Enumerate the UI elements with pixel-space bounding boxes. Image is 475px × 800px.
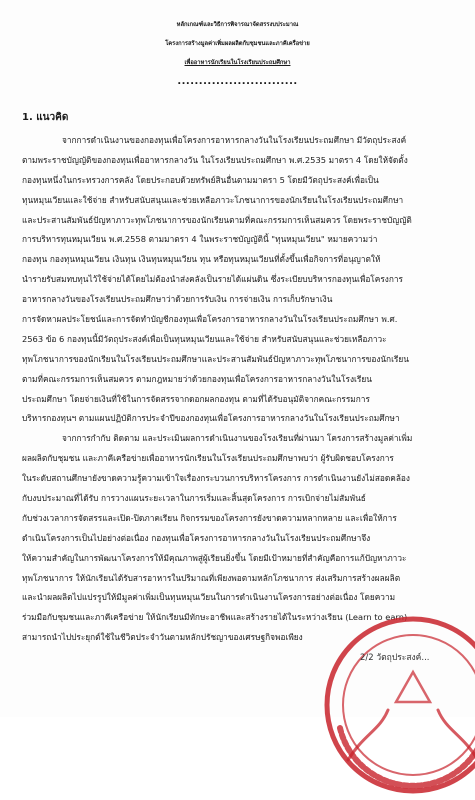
body-line-3: กองทุนหนึ่งในกระทรวงการคลัง โดยประกอบด้วยทรัพย์สินอื่นตามมาตรา 5 โดยมีวัตถุประสงค์เพื่อเป็น (22, 174, 379, 185)
body-text (22, 131, 457, 648)
title-line-1: หลักเกณฑ์และวิธีการพิจารณาจัดสรรงบประมาณ (176, 22, 299, 28)
body-line-23: ทุพโภชนาการ ให้นักเรียนได้รับสารอาหารในปริมาณที่เพียงพอตามหลักโภชนาการ ส่งเสริมการสร้างผลผลิต (22, 572, 401, 583)
page-number: 2/2 วัตถุประสงค์... (360, 653, 430, 663)
body-line-13: ตามที่คณะกรรมการเห็นสมควร ตามกฎหมายว่าด้วยกองทุนเพื่อโครงการอาหารกลางวันในโรงเรียน (22, 373, 372, 384)
body-line-12: ทุพโภชนาการของนักเรียนในโรงเรียนประถมศึกษาและประสานสัมพันธ์ปัญหาภาวะทุพโภชนาการของนักเรียน (22, 353, 409, 364)
body-line-20: กับช่วงเวลาการจัดสรรและเปิด-ปิดภาคเรียน กิจกรรมของโครงการยังขาดความหลากหลาย และเพื่อให้การ (22, 512, 397, 523)
title-line-3: เพื่ออาหารนักเรียนในโรงเรียนประถมศึกษา (184, 60, 291, 66)
body-line-8: นำรายรับสมทบทุนไว้ใช้จ่ายได้โดยไม่ต้องนำส่งคลังเป็นรายได้แผ่นดิน ซึ่งระเบียบบริหารกองทุนเพื่อโครงการ (22, 274, 403, 285)
title-line-2: โครงการสร้างมูลค่าเพิ่มผลผลิตกับชุมชนและภาคีเครือข่าย (165, 41, 310, 47)
official-seal-icon (318, 610, 475, 800)
body-line-21: ดำเนินโครงการเป็นไปอย่างต่อเนื่อง กองทุนเพื่อโครงการอาหารกลางวันในโรงเรียนประถมศึกษาจึง (22, 532, 371, 543)
seal-ornament-right (438, 710, 475, 760)
section-heading: 1. แนวคิด (22, 112, 69, 123)
title-separator: ............................ (177, 76, 298, 87)
body-line-17: ผลผลิตกับชุมชน และภาคีเครือข่ายเพื่ออาหารนักเรียนในโรงเรียนประถมศึกษาพบว่า ผู้รับผิดชอบโครงการ (22, 453, 394, 464)
body-line-14: ประถมศึกษา โดยจ่ายเงินที่ใช้ในการจัดสรรจากดอกผลกองทุน ตามที่ได้รับอนุมัติจากคณะกรรมการ (22, 393, 370, 404)
body-line-26: สามารถนำไปประยุกต์ใช้ในชีวิตประจำวันตามหลักปรัชญาของเศรษฐกิจพอเพียง (22, 632, 303, 643)
body-line-7: กองทุน กองทุนหมุนเวียน เงินทุน เงินทุนหมุนเวียน ทุน หรือทุนหมุนเวียนที่ตั้งขึ้นเพื่อกิจการที่อนุญาตให้ (22, 254, 381, 265)
body-line-22: ให้ความสำคัญในการพัฒนาโครงการให้มีคุณภาพสู่ผู้เรียนยิ่งขึ้น โดยมีเป้าหมายที่สำคัญคือการแก้ปัญหาภาวะ (22, 552, 407, 563)
body-line-6: การบริหารทุนหมุนเวียน พ.ศ.2558 ตามมาตรา 4 ในพระราชบัญญัตินี้ "ทุนหมุนเวียน" หมายความว่า (22, 234, 378, 245)
body-line-2: ตามพระราชบัญญัติของกองทุนเพื่ออาหารกลางวัน ในโรงเรียนประถมศึกษา พ.ศ.2535 มาตรา 4 โดยให้จัดตั้ง (22, 154, 408, 165)
body-line-9: อาหารกลางวันของโรงเรียนประถมศึกษาว่าด้วยการรับเงิน การจ่ายเงิน การเก็บรักษาเงิน (22, 294, 333, 305)
seal-shape (327, 619, 475, 791)
body-line-11: 2563 ข้อ 6 กองทุนนี้มีวัตถุประสงค์เพื่อเป็นทุนหมุนเวียนและใช้จ่าย สำหรับสนับสนุนและช่วยเหลือภาวะ (22, 333, 387, 344)
body-line-16: จากการกำกับ ติดตาม และประเมินผลการดำเนินงานของโรงเรียนที่ผ่านมา โครงการสร้างมูลค่าเพิ่ม (62, 433, 413, 444)
body-line-1: จากการดำเนินงานของกองทุนเพื่อโครงการอาหารกลางวันในโรงเรียนประถมศึกษา มีวัตถุประสงค์ (62, 135, 407, 145)
body-line-15: บริหารกองทุนฯ ตามแผนปฏิบัติการประจำปีของกองทุนเพื่อโครงการอาหารกลางวันในโรงเรียนประถมศึกษา (22, 413, 400, 424)
seal-outer-ring (327, 619, 475, 791)
body-line-24: และนำผลผลิตไปแปรรูปให้มีมูลค่าเพิ่มเป็นทุนหมุนเวียนในการดำเนินงานโครงการอย่างต่อเนื่อง โดยความ (22, 592, 396, 603)
document-header (0, 16, 475, 89)
body-line-18: ในระดับสถานศึกษายังขาดความรู้ความเข้าใจเรื่องกระบวนการบริหารโครงการ การดำเนินงานยังไม่สอดคล้อง (22, 473, 410, 484)
body-line-19: กับงบประมาณที่ได้รับ การวางแผนระยะเวลาในการเริ่มและสิ้นสุดโครงการ การเบิกจ่ายไม่สัมพันธ์ (22, 493, 366, 504)
body-line-25: ร่วมมือกับชุมชนและภาคีเครือข่าย ให้นักเรียนมีทักษะอาชีพและสร้างรายได้ในระหว่างเรียน (Learn to earn) (22, 612, 408, 623)
body-line-10: การจัดหาผลประโยชน์และการจัดทำบัญชีกองทุนเพื่อโครงการอาหารกลางวันในโรงเรียนประถมศึกษา พ.ศ. (22, 314, 398, 325)
seal-ornament-crest (396, 672, 430, 702)
body-line-4: ทุนหมุนเวียนและใช้จ่าย สำหรับสนับสนุนและช่วยเหลือภาวะโภชนาการของนักเรียนในโรงเรียนประถมศึกษา (22, 194, 404, 205)
seal-text-arc (340, 728, 475, 786)
body-line-5: และประสานสัมพันธ์ปัญหาภาวะทุพโภชนาการของนักเรียนตามที่คณะกรรมการเห็นสมควร โดยพระราชบัญญัติ (22, 214, 412, 225)
